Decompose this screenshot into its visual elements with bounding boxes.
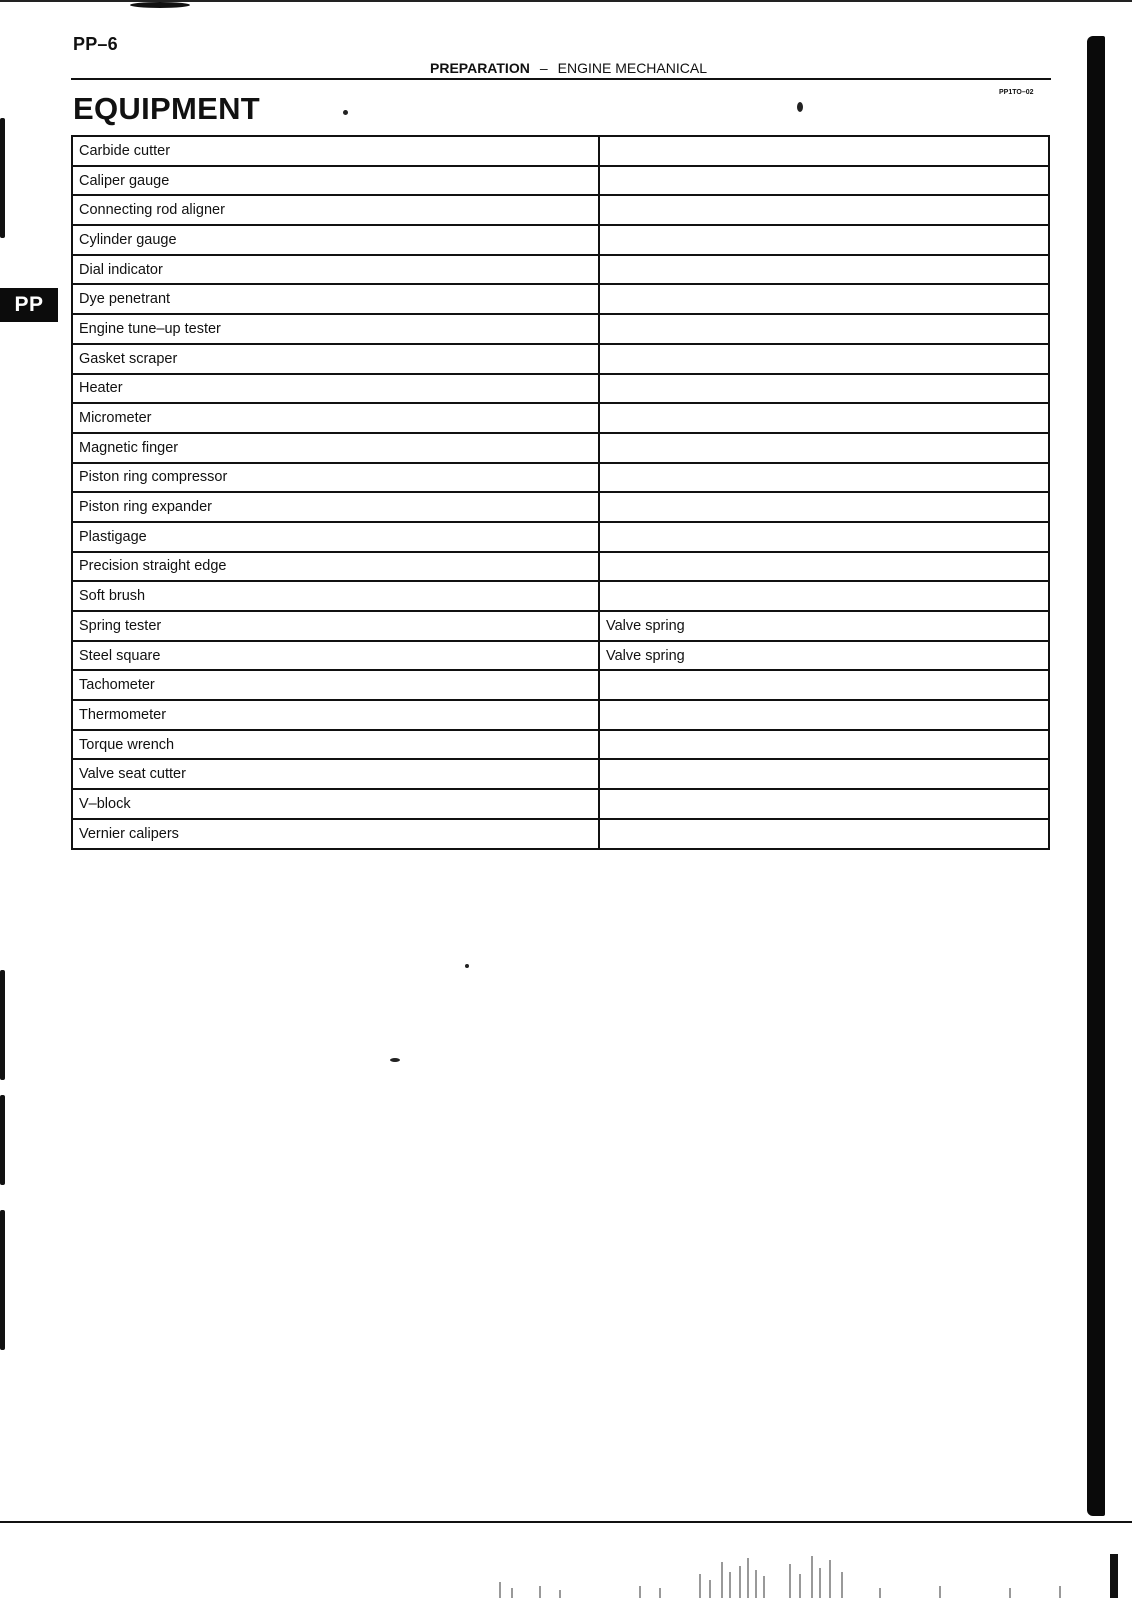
equipment-remark-cell [599, 374, 1049, 404]
equipment-name-cell: Thermometer [72, 700, 599, 730]
equipment-name-cell: Vernier calipers [72, 819, 599, 849]
equipment-remark-cell: Valve spring [599, 611, 1049, 641]
equipment-remark-cell [599, 314, 1049, 344]
table-row [72, 136, 1049, 166]
table-row [72, 433, 1049, 463]
scan-bottom-rule [0, 1521, 1132, 1523]
table-row [72, 492, 1049, 522]
equipment-name-cell: Engine tune–up tester [72, 314, 599, 344]
table-row [72, 374, 1049, 404]
running-head-section: PREPARATION [430, 60, 530, 76]
equipment-remark-cell [599, 700, 1049, 730]
equipment-table [71, 135, 1050, 850]
table-row [72, 314, 1049, 344]
equipment-remark-cell [599, 670, 1049, 700]
equipment-remark-cell [599, 284, 1049, 314]
running-head-separator: – [539, 60, 548, 76]
equipment-name-cell: Micrometer [72, 403, 599, 433]
equipment-remark-cell [599, 522, 1049, 552]
table-row [72, 819, 1049, 849]
equipment-remark-cell: Valve spring [599, 641, 1049, 671]
equipment-name-cell: Dial indicator [72, 255, 599, 285]
table-row [72, 700, 1049, 730]
table-row [72, 403, 1049, 433]
scan-bottom-noise [0, 1552, 1132, 1600]
equipment-remark-cell [599, 225, 1049, 255]
scan-speck [465, 964, 469, 968]
equipment-remark-cell [599, 403, 1049, 433]
equipment-name-cell: Connecting rod aligner [72, 195, 599, 225]
table-row [72, 255, 1049, 285]
equipment-name-cell: Soft brush [72, 581, 599, 611]
scan-smudge [130, 2, 190, 8]
equipment-remark-cell [599, 166, 1049, 196]
equipment-table-body [72, 136, 1049, 849]
section-side-tab: PP [0, 288, 58, 322]
equipment-name-cell: Precision straight edge [72, 552, 599, 582]
equipment-name-cell: Piston ring expander [72, 492, 599, 522]
table-row [72, 670, 1049, 700]
equipment-name-cell: Cylinder gauge [72, 225, 599, 255]
equipment-remark-cell [599, 136, 1049, 166]
table-row [72, 641, 1049, 671]
table-row [72, 344, 1049, 374]
running-head [430, 60, 707, 76]
scan-left-mark [0, 118, 5, 238]
equipment-remark-cell [599, 344, 1049, 374]
table-row [72, 463, 1049, 493]
scan-speck [797, 102, 803, 112]
equipment-name-cell: Carbide cutter [72, 136, 599, 166]
equipment-name-cell: Valve seat cutter [72, 759, 599, 789]
scan-left-mark [0, 1210, 5, 1350]
scan-left-mark [0, 1095, 5, 1185]
equipment-name-cell: Plastigage [72, 522, 599, 552]
section-title: EQUIPMENT [73, 91, 260, 126]
equipment-remark-cell [599, 195, 1049, 225]
equipment-name-cell: Gasket scraper [72, 344, 599, 374]
equipment-name-cell: Torque wrench [72, 730, 599, 760]
scan-speck [343, 110, 348, 115]
equipment-remark-cell [599, 581, 1049, 611]
table-row [72, 611, 1049, 641]
table-row [72, 730, 1049, 760]
equipment-remark-cell [599, 730, 1049, 760]
scan-left-mark [0, 970, 5, 1080]
scan-binding-shadow [1087, 36, 1105, 1516]
running-head-subsection: ENGINE MECHANICAL [557, 60, 707, 76]
equipment-name-cell: Dye penetrant [72, 284, 599, 314]
header-rule [71, 78, 1051, 80]
equipment-name-cell: Tachometer [72, 670, 599, 700]
equipment-name-cell: Magnetic finger [72, 433, 599, 463]
table-row [72, 581, 1049, 611]
table-row [72, 522, 1049, 552]
equipment-remark-cell [599, 759, 1049, 789]
equipment-name-cell: V–block [72, 789, 599, 819]
equipment-remark-cell [599, 255, 1049, 285]
equipment-remark-cell [599, 819, 1049, 849]
table-row [72, 552, 1049, 582]
scan-speck [390, 1058, 400, 1062]
table-row [72, 166, 1049, 196]
equipment-remark-cell [599, 463, 1049, 493]
table-row [72, 789, 1049, 819]
equipment-name-cell: Piston ring compressor [72, 463, 599, 493]
equipment-remark-cell [599, 552, 1049, 582]
table-row [72, 759, 1049, 789]
table-row [72, 225, 1049, 255]
equipment-name-cell: Caliper gauge [72, 166, 599, 196]
equipment-name-cell: Heater [72, 374, 599, 404]
equipment-name-cell: Spring tester [72, 611, 599, 641]
equipment-remark-cell [599, 492, 1049, 522]
equipment-name-cell: Steel square [72, 641, 599, 671]
equipment-remark-cell [599, 433, 1049, 463]
table-row [72, 195, 1049, 225]
page-code: PP–6 [73, 34, 118, 54]
equipment-remark-cell [599, 789, 1049, 819]
document-code: PP1TO–02 [999, 89, 1034, 96]
table-row [72, 284, 1049, 314]
